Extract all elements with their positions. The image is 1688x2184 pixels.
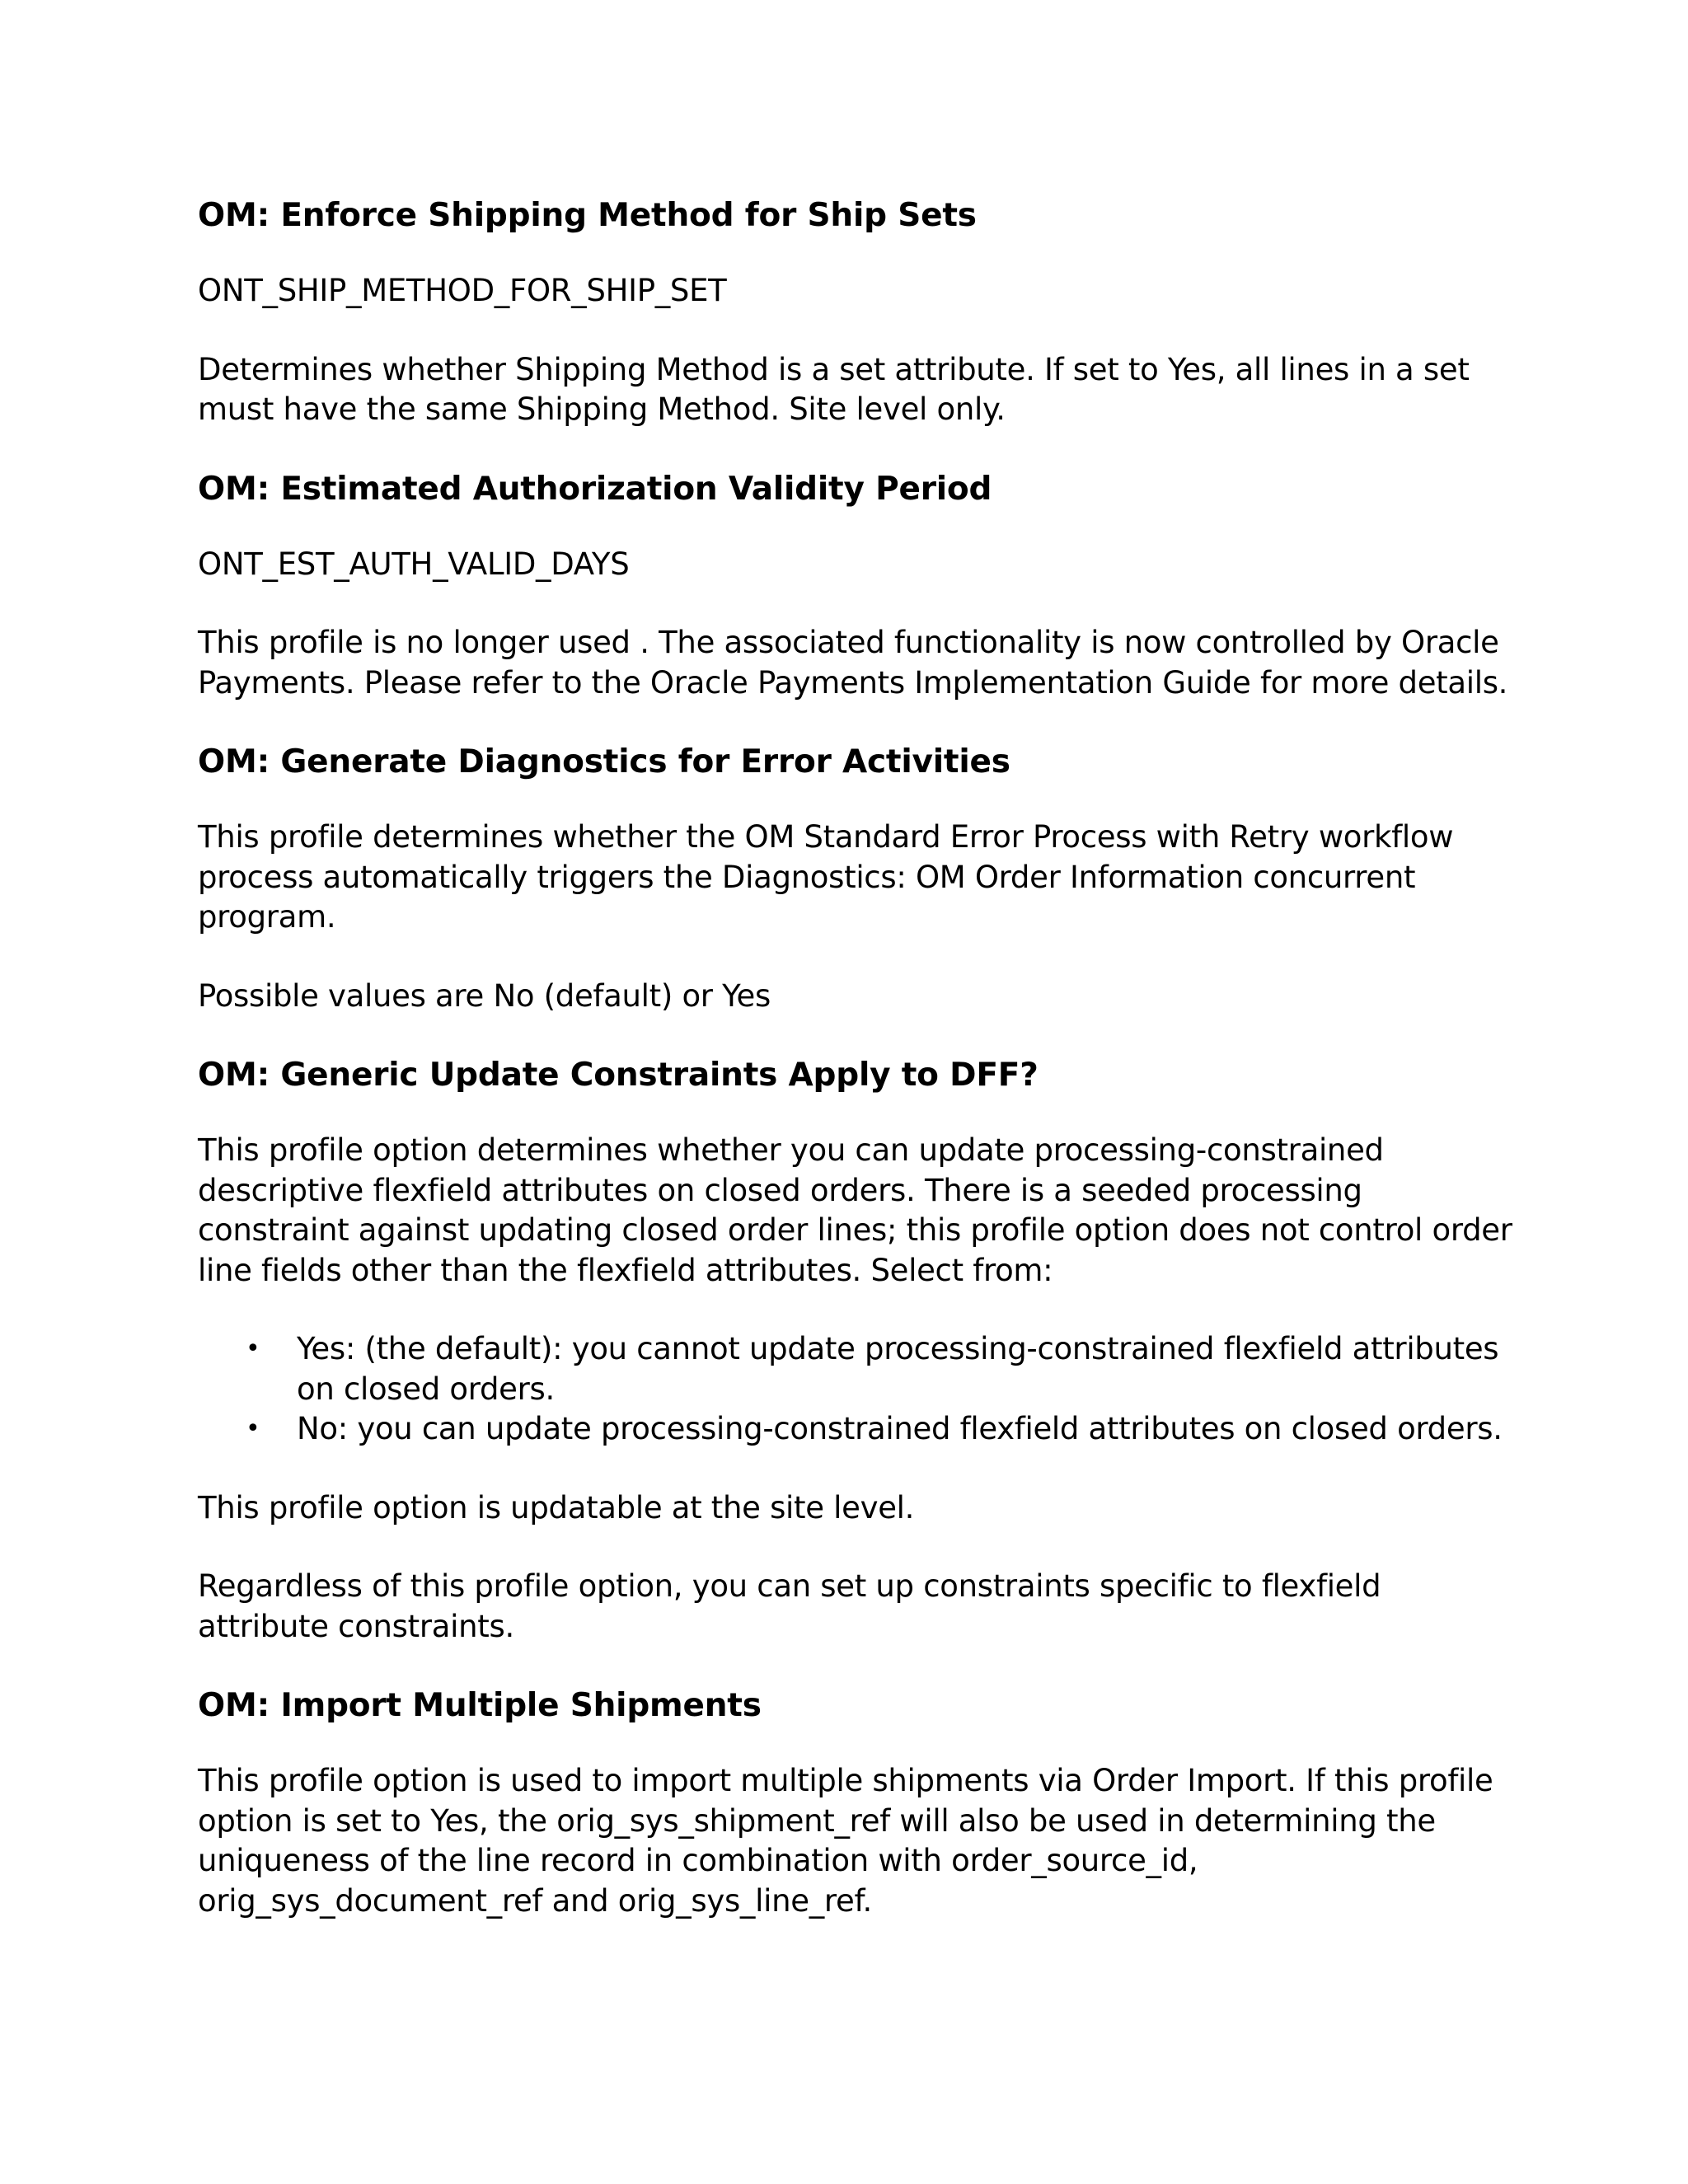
section-heading: OM: Estimated Authorization Validity Period bbox=[198, 470, 992, 508]
list-item-text: No: you can update processing-constrained flexfield attributes on closed orders. bbox=[297, 1411, 1503, 1446]
section-paragraph: This profile is no longer used . The associated functionality is now controlled by Oracle Payments. Please refer to the Oracle Payments Implementation Guide for more details. bbox=[198, 625, 1508, 701]
list-item-text: Yes: (the default): you cannot update processing-constrained flexfield attributes on closed orders. bbox=[297, 1331, 1499, 1407]
section-paragraph: Determines whether Shipping Method is a set attribute. If set to Yes, all lines in a set must have the same Shipping Method. Site level only. bbox=[198, 351, 1470, 427]
section-paragraph: Regardless of this profile option, you can set up constraints specific to flexfield attribute constraints. bbox=[198, 1568, 1381, 1644]
list-item bbox=[246, 1329, 1517, 1409]
section-import-multiple-shipments bbox=[198, 1685, 1517, 1921]
section-generate-diagnostics bbox=[198, 742, 1517, 1016]
bullet-icon: • bbox=[246, 1414, 260, 1443]
section-enforce-shipping-method bbox=[198, 195, 1517, 430]
section-heading: OM: Generate Diagnostics for Error Activities bbox=[198, 743, 1010, 780]
document-page bbox=[198, 195, 1517, 1960]
section-paragraph: This profile option is updatable at the site level. bbox=[198, 1489, 915, 1526]
profile-code: ONT_EST_AUTH_VALID_DAYS bbox=[198, 546, 630, 582]
section-paragraph: This profile option is used to import multiple shipments via Order Import. If this profile option is set to Yes, the orig_sys_shipment_ref will also be used in determining the uniqueness of the line record in combination with order_source_id, orig_sys_document_ref and orig_sys_line_ref. bbox=[198, 1763, 1493, 1919]
section-paragraph: This profile determines whether the OM Standard Error Process with Retry workflow process automatically triggers the Diagnostics: OM Order Information concurrent program. bbox=[198, 819, 1454, 935]
section-paragraph: Possible values are No (default) or Yes bbox=[198, 977, 771, 1014]
section-heading: OM: Enforce Shipping Method for Ship Sets bbox=[198, 197, 977, 234]
section-estimated-authorization bbox=[198, 469, 1517, 704]
profile-code: ONT_SHIP_METHOD_FOR_SHIP_SET bbox=[198, 273, 727, 308]
section-generic-update-constraints bbox=[198, 1055, 1517, 1647]
section-heading: OM: Import Multiple Shipments bbox=[198, 1687, 762, 1724]
section-intro: This profile option determines whether you can update processing-constrained descriptive flexfield attributes on closed orders. There is a seeded processing constraint against updating closed order lines; this profile option does not control order line fields other than the flexfield attributes. Select from: bbox=[198, 1132, 1512, 1288]
options-list bbox=[198, 1329, 1517, 1450]
section-heading: OM: Generic Update Constraints Apply to DFF? bbox=[198, 1057, 1039, 1094]
list-item bbox=[246, 1409, 1517, 1450]
bullet-icon: • bbox=[246, 1334, 260, 1363]
